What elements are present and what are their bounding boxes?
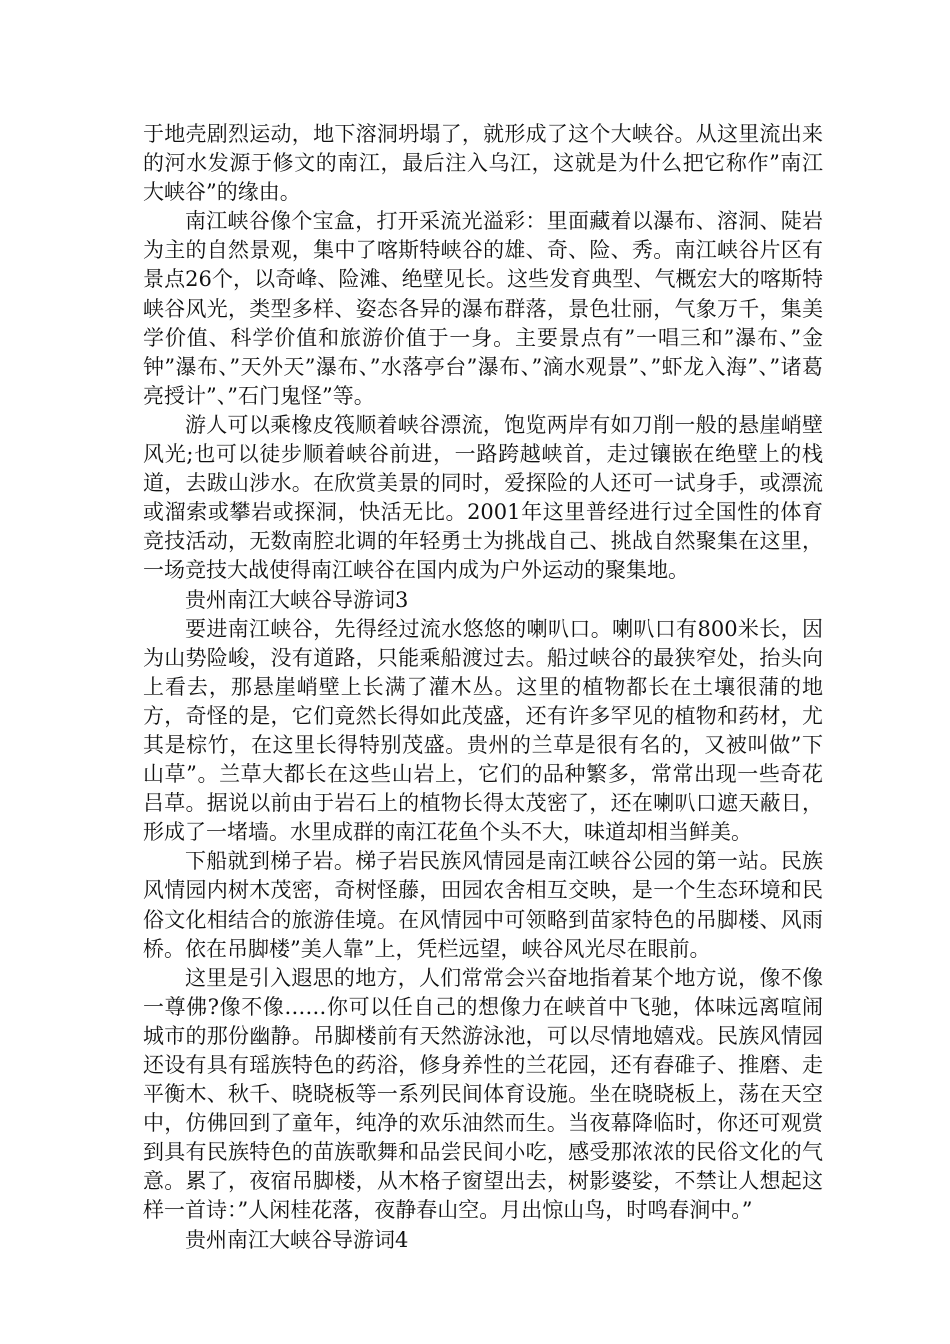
section-heading: 贵州南江大峡谷导游词3	[185, 587, 409, 612]
paragraph: 游人可以乘橡皮筏顺着峡谷漂流，饱览两岸有如刀削一般的悬崖峭壁风光;也可以徒步顺着峡谷前进，一路跨越峡首，走过镶嵌在绝壁上的栈道，去跋山涉水。在欣赏美景的同时，爱探险的人还可一试身手，或漂流或溜索或攀岩或探洞，快活无比。2001年这里普经进行过全国性的体育竞技活动，无数南腔北调的年轻勇士为挑战自己、挑战自然聚集在这里，一场竞技大战使得南江峡谷在国内成为户外运动的聚集地。	[143, 412, 823, 583]
section-heading: 贵州南江大峡谷导游词4	[185, 1227, 409, 1252]
paragraph: 下船就到梯子岩。梯子岩民族风情园是南江峡谷公园的第一站。民族风情园内树木茂密，奇树怪藤，田园农舍相互交映，是一个生态环境和民俗文化相结合的旅游佳境。在风情园中可领略到苗家特色的吊脚楼、风雨桥。依在吊脚楼”美人靠”上，凭栏远望，峡谷风光尽在眼前。	[143, 849, 823, 961]
document-page	[143, 120, 823, 1255]
paragraph: 南江峡谷像个宝盒，打开采流光溢彩：里面藏着以瀑布、溶洞、陡岩为主的自然景观，集中了喀斯特峡谷的雄、奇、险、秀。南江峡谷片区有景点26个，以奇峰、险滩、绝壁见长。这些发育典型、气概宏大的喀斯特峡谷风光，类型多样、姿态各异的瀑布群落，景色壮丽，气象万千，集美学价值、科学价值和旅游价值于一身。主要景点有”一唱三和”瀑布、”金钟”瀑布、”天外天”瀑布、”水落亭台”瀑布、”滴水观景”、”虾龙入海”、”诸葛亮授计”、”石门鬼怪”等。	[143, 209, 823, 408]
paragraph: 这里是引入遐思的地方，人们常常会兴奋地指着某个地方说，像不像一尊佛?像不像……你可以任自己的想像力在峡首中飞驰，体味远离喧闹城市的那份幽静。吊脚楼前有天然游泳池，可以尽情地嬉戏。民族风情园还设有具有瑶族特色的药浴，修身养性的兰花园，还有舂碓子、推磨、走平衡木、秋千、晓晓板等一系列民间体育设施。坐在晓晓板上，荡在天空中，仿佛回到了童年，纯净的欢乐油然而生。当夜幕降临时，你还可观赏到具有民族特色的苗族歌舞和品尝民间小吃，感受那浓浓的民俗文化的气意。累了，夜宿吊脚楼，从木格子窗望出去，树影婆娑，不禁让人想起这样一首诗：”人闲桂花落，夜静春山空。月出惊山鸟，时鸣春涧中。”	[143, 965, 823, 1223]
paragraph-continuation: 于地壳剧烈运动，地下溶洞坍塌了，就形成了这个大峡谷。从这里流出来的河水发源于修文的南江，最后注入乌江，这就是为什么把它称作”南江大峡谷”的缘由。	[143, 122, 823, 205]
paragraph: 要进南江峡谷，先得经过流水悠悠的喇叭口。喇叭口有800米长，因为山势险峻，没有道路，只能乘船渡过去。船过峡谷的最狭窄处，抬头向上看去，那悬崖峭壁上长满了灌木丛。这里的植物都长在土壤很蒲的地方，奇怪的是，它们竟然长得如此茂盛，还有许多罕见的植物和药材，尤其是棕竹，在这里长得特别茂盛。贵州的兰草是很有名的，又被叫做”下山草”。兰草大都长在这些山岩上，它们的品种繁多，常常出现一些奇花吕草。据说以前由于岩石上的植物长得太茂密了，还在喇叭口遮天蔽日，形成了一堵墙。水里成群的南江花鱼个头不大，味道却相当鲜美。	[143, 616, 823, 845]
